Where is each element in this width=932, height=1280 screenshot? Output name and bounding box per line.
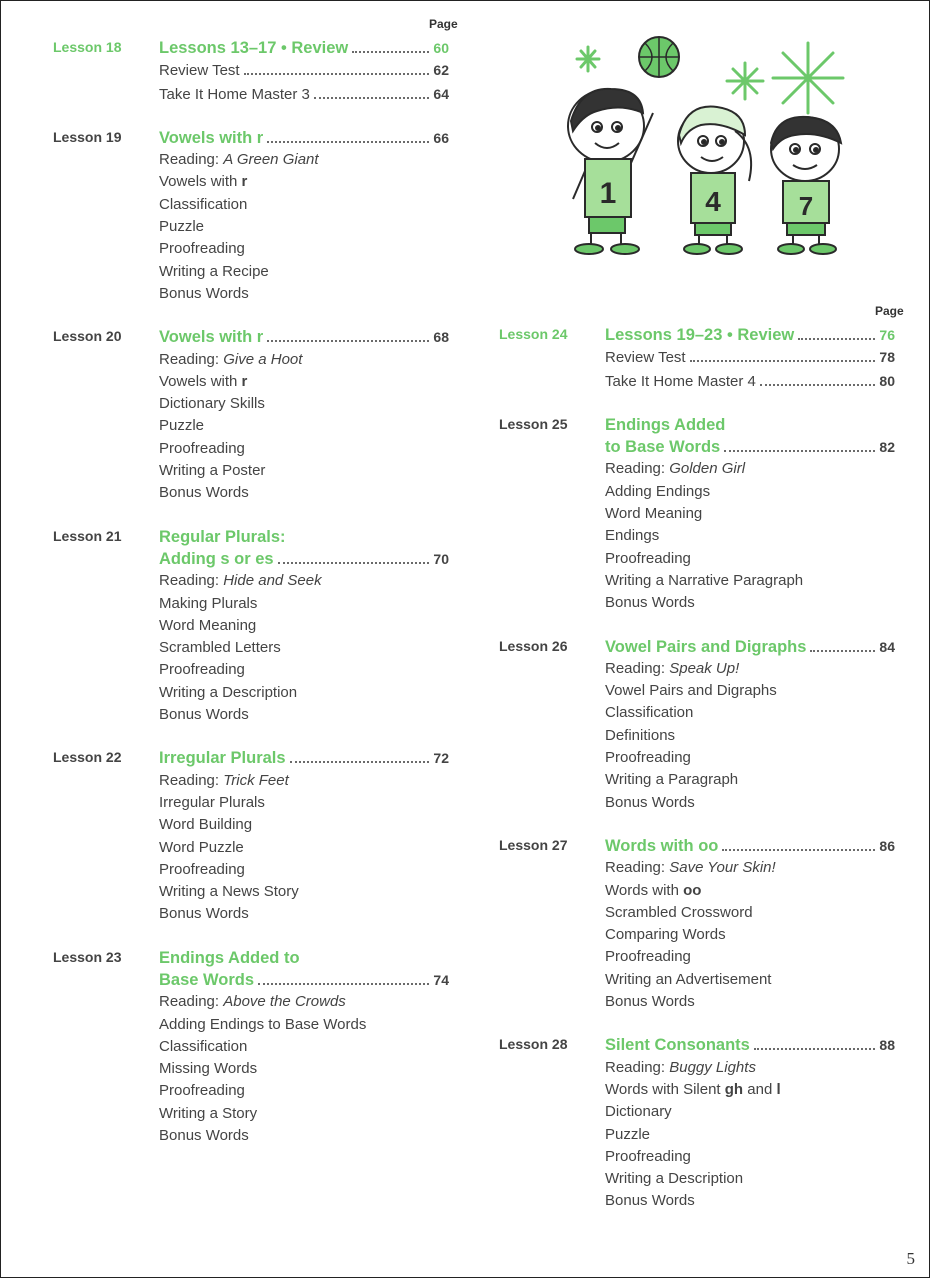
toc-item [159,770,453,792]
basketball-icon [639,37,679,77]
lesson-page-number: 60 [433,40,449,56]
reading-title: Hide and Seek [223,572,322,590]
toc-item [605,769,901,791]
toc-item [159,171,453,193]
lesson-number: Lesson 19 [53,128,122,145]
toc-item [159,83,449,106]
lesson-title-row [605,636,895,658]
toc-item-label: Writing a Recipe [159,262,269,280]
basketball-kids-illustration [561,31,861,261]
toc-item [605,1190,901,1212]
toc-item [159,881,453,903]
lesson-number: Lesson 18 [53,39,122,55]
toc-item [605,1146,901,1168]
lesson-title-row [159,326,449,348]
toc-item [605,481,901,503]
lesson-number: Lesson 22 [53,749,122,766]
lesson-title: Words with oo [605,836,719,855]
reading-title: A Green Giant [223,151,319,169]
toc-item-label: Reading: [605,659,670,677]
toc-item [605,570,901,592]
dot-leader [754,1048,876,1050]
toc-item-label: Proofreading [159,439,245,457]
toc-item [159,814,453,836]
lesson-number: Lesson 21 [53,527,122,544]
toc-item-page: 62 [433,62,449,79]
toc-item-label: Reading: [159,151,224,169]
toc-item [605,725,901,747]
toc-item-label: Take It Home Master 4 [605,372,756,390]
toc-item [605,924,901,946]
lesson-number: Lesson 20 [53,328,122,345]
toc-item-label: Bonus Words [159,905,249,923]
lesson-body [159,947,453,1148]
toc-item-label: Endings [605,527,660,545]
lesson-title-row [159,969,449,991]
toc-item-label: Reading: [159,350,224,368]
toc-item [159,59,449,82]
toc-item [605,658,901,680]
toc-item-label: Bonus Words [605,993,695,1011]
lesson-page-number: 84 [879,638,895,655]
toc-item-label: Reading: [159,771,224,789]
toc-item [159,570,453,592]
jersey-number: 7 [798,191,814,221]
lesson-title-row [159,747,449,769]
toc-item [159,194,453,216]
toc-item-label: Dictionary [605,1103,672,1121]
toc-item [159,659,453,681]
toc-item [159,238,453,260]
kid-2 [678,107,751,254]
lesson-body [159,37,453,106]
toc-item [159,415,453,437]
toc-item-label: Review Test [159,62,240,80]
toc-item-label: Reading: [605,859,670,877]
jersey-number: 1 [599,177,617,210]
lesson-number: Lesson 26 [499,637,568,654]
toc-item [159,1125,453,1147]
toc-item [605,747,901,769]
lesson-body [605,324,901,393]
toc-item [605,592,901,614]
lesson-title: Base Words [159,970,255,989]
toc-item-label: Classification [159,195,248,213]
toc-item-label: Proofreading [159,860,245,878]
toc-item-label: Proofreading [605,749,691,767]
toc-item-label: Proofreading [605,1147,691,1165]
lesson-page-number: 82 [879,439,895,456]
toc-item [605,525,901,547]
lesson-title-line: Regular Plurals: [159,527,286,546]
lesson-number: Lesson 27 [499,836,568,853]
reading-title: Golden Girl [669,460,746,478]
toc-item-label: Word Meaning [605,505,703,523]
toc-item [605,792,901,814]
reading-title: Save Your Skin! [669,859,776,877]
toc-item-page: 78 [879,349,895,366]
toc-item [605,458,901,480]
lesson-page-number: 70 [433,550,449,567]
toc-item-label: Puzzle [159,417,205,435]
toc-item-label: Missing Words [159,1060,258,1078]
lesson-title: Lessons 19–23 • Review [605,326,795,344]
toc-item [605,503,901,525]
lesson-number: Lesson 28 [499,1036,568,1053]
toc-item-label: Proofreading [159,1082,245,1100]
lesson-entry [53,127,453,305]
toc-item-label: Word Building [159,816,253,834]
toc-item [159,438,453,460]
toc-item [605,548,901,570]
toc-item [605,969,901,991]
toc-item [159,704,453,726]
page-column-header: Page [429,17,458,31]
lesson-title-row [605,324,895,346]
toc-item-label: Bonus Words [159,1127,249,1145]
toc-item [605,1079,901,1101]
toc-item-label: Writing a Narrative Paragraph [605,571,804,589]
dot-leader [352,51,429,53]
toc-item [605,702,901,724]
toc-item-label: Definitions [605,726,676,744]
toc-item-label: Writing an Advertisement [605,970,772,988]
toc-item [605,1168,901,1190]
reading-title: Give a Hoot [223,350,303,368]
lesson-title: Vowel Pairs and Digraphs [605,637,807,656]
lesson-page-number: 76 [879,327,895,343]
toc-item [159,991,453,1013]
toc-item-label: Bonus Words [605,594,695,612]
toc-item-label: Writing a Story [159,1104,258,1122]
dot-leader [760,384,876,386]
toc-item [159,371,453,393]
toc-item-label: Bonus Words [159,484,249,502]
toc-item-label: Proofreading [159,240,245,258]
toc-item [605,1057,901,1079]
dot-leader [810,650,875,652]
lesson-title-row [159,37,449,59]
toc-item [159,1014,453,1036]
toc-item-label: Vowels with [159,372,242,390]
lesson-entry [499,414,901,615]
toc-item-label: Dictionary Skills [159,395,265,413]
toc-item-page: 64 [433,85,449,102]
toc-item-label: Vowels with [159,173,242,191]
right-lesson-list [499,324,901,1234]
toc-item [159,593,453,615]
toc-item [605,946,901,968]
toc-item-label: Bonus Words [159,706,249,724]
dot-leader [267,340,429,342]
kid-3 [771,117,841,254]
toc-item [159,859,453,881]
lesson-entry [53,747,453,925]
toc-item-label: Scrambled Letters [159,639,281,657]
lesson-title-row [605,436,895,458]
toc-item-label: Writing a Poster [159,462,266,480]
toc-item [159,283,453,305]
kid-1 [568,89,653,254]
lesson-title: to Base Words [605,438,721,457]
reading-title: Trick Feet [223,771,289,789]
toc-item [159,615,453,637]
lesson-title: Irregular Plurals [159,749,286,768]
dot-leader [244,73,430,75]
lesson-number: Lesson 24 [499,326,568,342]
lesson-page-number: 88 [879,1037,895,1054]
lesson-entry [53,526,453,727]
lesson-body [159,326,453,504]
lesson-page-number: 72 [433,750,449,767]
lesson-title: Vowels with r [159,328,264,347]
toc-item [159,837,453,859]
dot-leader [258,983,429,985]
dot-leader [267,141,429,143]
toc-item [605,346,895,369]
toc-item-page: 80 [879,372,895,389]
toc-item [605,1101,901,1123]
dot-leader [724,450,875,452]
lesson-body [605,835,901,1013]
target-letters: r [241,173,248,191]
toc-item [159,393,453,415]
lesson-entry [499,324,901,393]
toc-item-label: Adding Endings [605,482,711,500]
lesson-title-row [605,1034,895,1056]
dot-leader [690,360,876,362]
toc-item-label: Making Plurals [159,594,258,612]
lesson-body [159,526,453,727]
toc-item-label: and [743,1080,777,1098]
toc-item-label: Reading: [159,572,224,590]
toc-item-label: Reading: [605,460,670,478]
toc-item-label: Reading: [159,993,224,1011]
lesson-body [605,636,901,814]
toc-item-label: Classification [605,704,694,722]
lesson-page-number: 68 [433,329,449,346]
toc-item-label: Reading: [605,1058,670,1076]
lesson-title: Vowels with r [159,128,264,147]
lesson-page-number: 66 [433,129,449,146]
page-column-header: Page [875,304,904,318]
lesson-entry [53,326,453,504]
lesson-title-row [605,835,895,857]
toc-item [159,1080,453,1102]
toc-item-label: Words with Silent [605,1080,725,1098]
toc-item [159,637,453,659]
dot-leader [290,761,430,763]
lesson-title: Lessons 13–17 • Review [159,39,349,57]
lesson-title: Adding s or es [159,549,274,568]
toc-item-label: Classification [159,1037,248,1055]
toc-item-label: Writing a Description [159,683,298,701]
target-letters: r [241,372,248,390]
toc-item-label: Word Meaning [159,616,257,634]
toc-item [605,857,901,879]
toc-item-label: Proofreading [159,661,245,679]
page-number: 5 [906,1249,915,1268]
lesson-body [159,127,453,305]
toc-item-label: Writing a Paragraph [605,771,739,789]
lesson-page-number: 74 [433,971,449,988]
toc-item-label: Puzzle [159,218,205,236]
target-letters: gh [724,1080,744,1098]
lesson-number: Lesson 23 [53,948,122,965]
toc-item [159,149,453,171]
left-lesson-list [53,37,453,1168]
toc-item-label: Writing a Description [605,1170,744,1188]
toc-item [605,680,901,702]
toc-item [159,1103,453,1125]
dot-leader [278,562,430,564]
toc-item [159,460,453,482]
toc-item [159,1036,453,1058]
toc-item-label: Adding Endings to Base Words [159,1015,367,1033]
lesson-body [605,414,901,615]
toc-item-label: Review Test [605,349,686,367]
lesson-body [605,1034,901,1212]
toc-item [605,880,901,902]
reading-title: Buggy Lights [669,1058,756,1076]
toc-item [159,261,453,283]
toc-item-label: Proofreading [605,549,691,567]
lesson-page-number: 86 [879,837,895,854]
toc-item-label: Bonus Words [159,284,249,302]
toc-item-label: Take It Home Master 3 [159,85,310,103]
toc-item [605,991,901,1013]
target-letters: oo [683,881,702,899]
toc-item [605,902,901,924]
toc-item-label: Bonus Words [605,1192,695,1210]
toc-item-label: Bonus Words [605,793,695,811]
reading-title: Above the Crowds [223,993,346,1011]
toc-item [159,1058,453,1080]
toc-item-label: Proofreading [605,948,691,966]
toc-item-label: Writing a News Story [159,883,299,901]
jersey-number: 4 [705,186,721,217]
dot-leader [722,849,875,851]
toc-item [605,1124,901,1146]
lesson-entry [53,947,453,1148]
lesson-entry [53,37,453,106]
lesson-title: Silent Consonants [605,1036,750,1055]
lesson-title-line: Endings Added [605,415,726,434]
toc-item-label: Vowel Pairs and Digraphs [605,682,777,700]
lesson-title-row [159,548,449,570]
lesson-entry [499,636,901,814]
dot-leader [314,97,430,99]
toc-item [159,349,453,371]
toc-item [159,216,453,238]
toc-item-label: Scrambled Crossword [605,903,753,921]
lesson-number: Lesson 25 [499,415,568,432]
lesson-entry [499,835,901,1013]
toc-item-label: Word Puzzle [159,838,244,856]
lesson-title-row [159,127,449,149]
toc-item-label: Irregular Plurals [159,793,265,811]
lesson-entry [499,1034,901,1212]
lesson-body [159,747,453,925]
toc-item-label: Comparing Words [605,926,726,944]
lesson-title-line: Endings Added to [159,948,300,967]
reading-title: Speak Up! [669,659,740,677]
target-letters: l [776,1080,781,1098]
toc-item-label: Puzzle [605,1125,651,1143]
toc-item [159,482,453,504]
toc-item [159,682,453,704]
toc-item [159,903,453,925]
toc-item [159,792,453,814]
toc-item-label: Words with [605,881,684,899]
toc-item [605,370,895,393]
dot-leader [798,338,875,340]
